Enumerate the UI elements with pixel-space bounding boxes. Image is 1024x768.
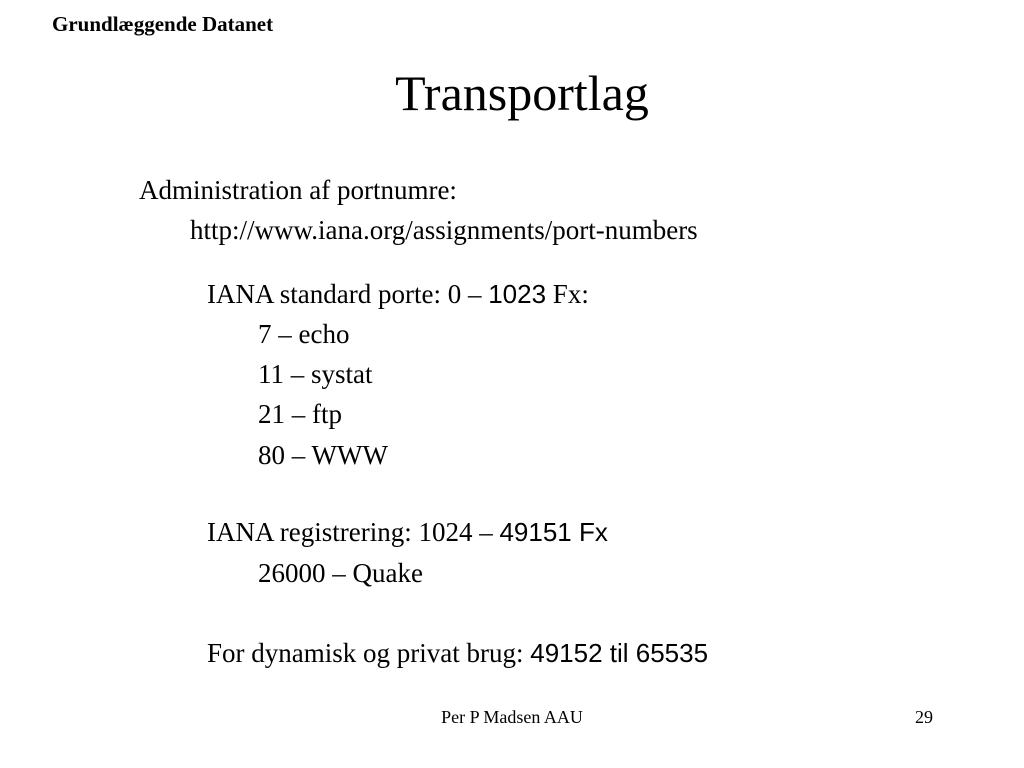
standard-port-example: 11 – systat [258,359,373,389]
slide-title: Transportlag [395,65,649,121]
page-number: 29 [915,707,933,727]
standard-port-example: 80 – WWW [258,440,388,470]
standard-ports-suffix: Fx: [546,279,589,309]
course-header: Grundlæggende Datanet [52,12,274,36]
footer-author: Per P Madsen AAU [441,707,583,727]
standard-ports-prefix: IANA standard porte: 0 – [207,279,489,309]
standard-ports-range-end: 1023 [488,279,547,309]
admin-label: Administration af portnumre: [139,175,457,205]
standard-port-example: 7 – echo [258,319,350,349]
registered-ports-range-end: 49151 Fx [499,517,608,547]
dynamic-ports-line [207,636,708,670]
registered-ports-line [207,515,608,549]
dynamic-ports-range: 49152 til 65535 [530,638,709,668]
registered-port-example: 26000 – Quake [258,558,423,588]
registered-ports-prefix: IANA registrering: 1024 – [207,517,500,547]
standard-port-example: 21 – ftp [258,399,342,429]
standard-ports-line [207,277,589,311]
dynamic-ports-prefix: For dynamisk og privat brug: [207,638,531,668]
iana-url: http://www.iana.org/assignments/port-numbers [190,215,698,245]
